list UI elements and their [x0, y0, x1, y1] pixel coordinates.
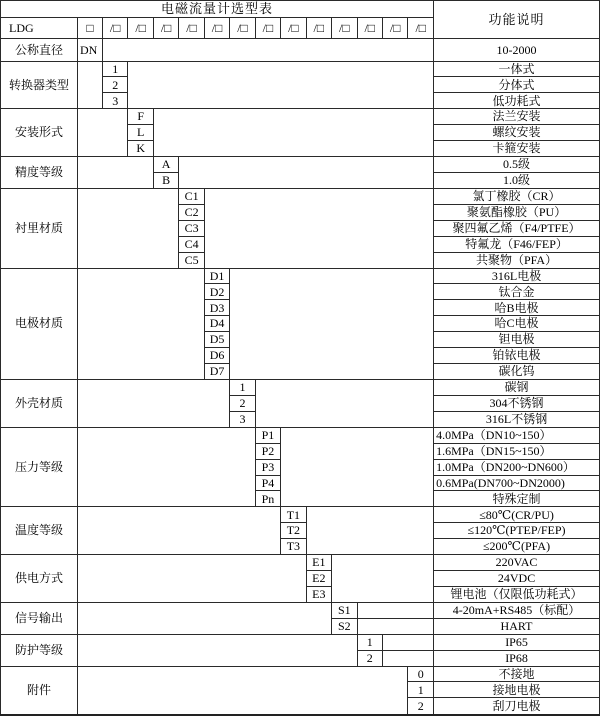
model-slot-box: /□ [306, 18, 331, 39]
model-slot-box: /□ [408, 18, 434, 39]
option-code-cell: 1 [357, 634, 382, 650]
spacer-cell [281, 427, 434, 507]
function-cell: 共聚物（PFA） [434, 252, 600, 268]
function-cell: 哈B电极 [434, 300, 600, 316]
spacer-cell [382, 650, 433, 666]
model-slot-box: /□ [103, 18, 128, 39]
option-code-cell: 1 [230, 379, 255, 395]
option-code-cell: 2 [103, 77, 128, 93]
option-code-cell: T2 [281, 523, 306, 539]
option-code-cell: D1 [204, 268, 229, 284]
spacer-cell [78, 634, 358, 666]
function-cell: 哈C电极 [434, 316, 600, 332]
option-code-cell: S1 [332, 602, 357, 618]
function-cell: 接地电极 [434, 682, 600, 698]
function-cell: 304不锈钢 [434, 395, 600, 411]
option-code-cell: C2 [179, 204, 204, 220]
option-code-cell: 2 [230, 395, 255, 411]
table-row [1, 507, 600, 523]
function-cell: 聚四氟乙烯（F4/PTFE） [434, 220, 600, 236]
group-label: 压力等级 [1, 427, 78, 507]
function-cell: 低功耗式 [434, 93, 600, 109]
function-cell: 一体式 [434, 61, 600, 77]
function-cell: 1.0MPa（DN200~DN600） [434, 459, 600, 475]
table-row [1, 379, 600, 395]
option-code-cell: C4 [179, 236, 204, 252]
option-code-cell: 2 [408, 698, 434, 715]
function-cell: 特殊定制 [434, 491, 600, 507]
model-slot-box: /□ [179, 18, 204, 39]
group-label: 衬里材质 [1, 188, 78, 268]
table-row [1, 666, 600, 682]
function-column-header: 功能说明 [434, 1, 600, 39]
function-cell: 0.6MPa(DN700~DN2000) [434, 475, 600, 491]
table-row [1, 109, 600, 125]
function-cell: 刮刀电极 [434, 698, 600, 715]
spacer-cell [255, 379, 433, 427]
group-label: 供电方式 [1, 555, 78, 603]
spacer-cell [78, 507, 281, 555]
spacer-cell [78, 555, 307, 603]
option-code-cell: B [153, 172, 178, 188]
option-code-cell: T1 [281, 507, 306, 523]
function-cell: 24VDC [434, 571, 600, 587]
function-cell: 分体式 [434, 77, 600, 93]
option-code-cell: Pn [255, 491, 280, 507]
group-label: 信号输出 [1, 602, 78, 634]
function-cell: 卡箍安装 [434, 141, 600, 157]
model-slot-box: /□ [230, 18, 255, 39]
table-row [1, 157, 600, 173]
group-label: 外壳材质 [1, 379, 78, 427]
function-cell: 螺纹安装 [434, 125, 600, 141]
spacer-cell [78, 157, 154, 189]
option-code-cell: P3 [255, 459, 280, 475]
function-cell: HART [434, 618, 600, 634]
model-slot-box: /□ [153, 18, 178, 39]
option-code-cell: K [128, 141, 153, 157]
function-cell: 0.5级 [434, 157, 600, 173]
model-slot-box: /□ [382, 18, 407, 39]
function-cell: IP65 [434, 634, 600, 650]
model-slot-box: /□ [128, 18, 153, 39]
function-cell: 1.0级 [434, 172, 600, 188]
function-cell: 4-20mA+RS485（标配） [434, 602, 600, 618]
option-code-cell: S2 [332, 618, 357, 634]
spacer-cell [332, 555, 434, 603]
option-code-cell: P1 [255, 427, 280, 443]
option-code-cell: C5 [179, 252, 204, 268]
group-label: 电极材质 [1, 268, 78, 379]
function-cell: 锂电池（仅限低功耗式） [434, 586, 600, 602]
table-row [1, 61, 600, 77]
dn-row [1, 39, 600, 61]
function-cell: 特氟龙（F46/FEP） [434, 236, 600, 252]
function-cell: 1.6MPa（DN15~150） [434, 443, 600, 459]
spacer-cell [78, 427, 256, 507]
spacer-cell [230, 268, 434, 379]
function-cell: 220VAC [434, 555, 600, 571]
function-cell: 铂铱电极 [434, 348, 600, 364]
option-code-cell: E2 [306, 571, 331, 587]
option-code-cell: P4 [255, 475, 280, 491]
function-cell: 碳钢 [434, 379, 600, 395]
function-cell: 钽电极 [434, 332, 600, 348]
function-cell: 法兰安装 [434, 109, 600, 125]
model-prefix: LDG [1, 18, 78, 39]
group-label: 转换器类型 [1, 61, 78, 109]
option-code-cell: P2 [255, 443, 280, 459]
option-code-cell: L [128, 125, 153, 141]
spacer-cell [128, 61, 434, 109]
spacer-cell [103, 39, 434, 61]
model-slot-box: /□ [357, 18, 382, 39]
spacer-cell [306, 507, 433, 555]
group-label: 温度等级 [1, 507, 78, 555]
option-code-cell: C3 [179, 220, 204, 236]
option-code-cell: 2 [357, 650, 382, 666]
spacer-cell [78, 61, 103, 109]
group-label: 公称直径 [1, 39, 78, 61]
spacer-cell [78, 666, 408, 715]
spacer-cell [78, 602, 332, 634]
option-code-cell: D5 [204, 332, 229, 348]
group-label: 安装形式 [1, 109, 78, 157]
function-cell: 钛合金 [434, 284, 600, 300]
option-code-cell: T3 [281, 539, 306, 555]
group-label: 精度等级 [1, 157, 78, 189]
function-cell: ≤80℃(CR/PU) [434, 507, 600, 523]
function-cell: 聚氨酯橡胶（PU） [434, 204, 600, 220]
table-row [1, 268, 600, 284]
option-code-cell: D6 [204, 348, 229, 364]
function-cell: ≤200℃(PFA) [434, 539, 600, 555]
option-code-cell: C1 [179, 188, 204, 204]
table-row [1, 602, 600, 618]
option-code-cell: A [153, 157, 178, 173]
option-code-cell: D2 [204, 284, 229, 300]
group-label: 防护等级 [1, 634, 78, 666]
model-first-box: □ [78, 18, 103, 39]
function-cell: ≤120℃(PTEP/FEP) [434, 523, 600, 539]
option-code-cell: D4 [204, 316, 229, 332]
option-code-cell: 3 [230, 411, 255, 427]
option-code-cell: DN [78, 39, 103, 61]
function-cell: 氯丁橡胶（CR） [434, 188, 600, 204]
spacer-cell [382, 634, 433, 650]
spacer-cell [179, 157, 434, 189]
function-cell: 316L不锈钢 [434, 411, 600, 427]
spacer-cell [78, 268, 205, 379]
function-cell: 10-2000 [434, 39, 600, 61]
option-code-cell: 1 [408, 682, 434, 698]
title-row [1, 1, 600, 18]
option-code-cell: D3 [204, 300, 229, 316]
model-slot-box: /□ [281, 18, 306, 39]
spacer-cell [78, 109, 128, 157]
function-cell: 316L电极 [434, 268, 600, 284]
page-title: 电磁流量计选型表 [1, 1, 434, 18]
function-cell: IP68 [434, 650, 600, 666]
table-row [1, 634, 600, 650]
option-code-cell: F [128, 109, 153, 125]
model-slot-box: /□ [255, 18, 280, 39]
spacer-cell [357, 602, 434, 618]
table-row [1, 188, 600, 204]
model-slot-box: /□ [204, 18, 229, 39]
spacer-cell [357, 618, 434, 634]
table-row [1, 427, 600, 443]
group-label: 附件 [1, 666, 78, 715]
function-cell: 不接地 [434, 666, 600, 682]
option-code-cell: 3 [103, 93, 128, 109]
option-code-cell: 0 [408, 666, 434, 682]
option-code-cell: D7 [204, 364, 229, 380]
spacer-cell [78, 188, 179, 268]
spacer-cell [153, 109, 433, 157]
function-cell: 4.0MPa（DN10~150） [434, 427, 600, 443]
model-slot-box: /□ [332, 18, 357, 39]
option-code-cell: E1 [306, 555, 331, 571]
option-code-cell: 1 [103, 61, 128, 77]
function-cell: 碳化钨 [434, 364, 600, 380]
option-code-cell: E3 [306, 586, 331, 602]
spacer-cell [78, 379, 230, 427]
spacer-cell [204, 188, 433, 268]
table-row [1, 555, 600, 571]
